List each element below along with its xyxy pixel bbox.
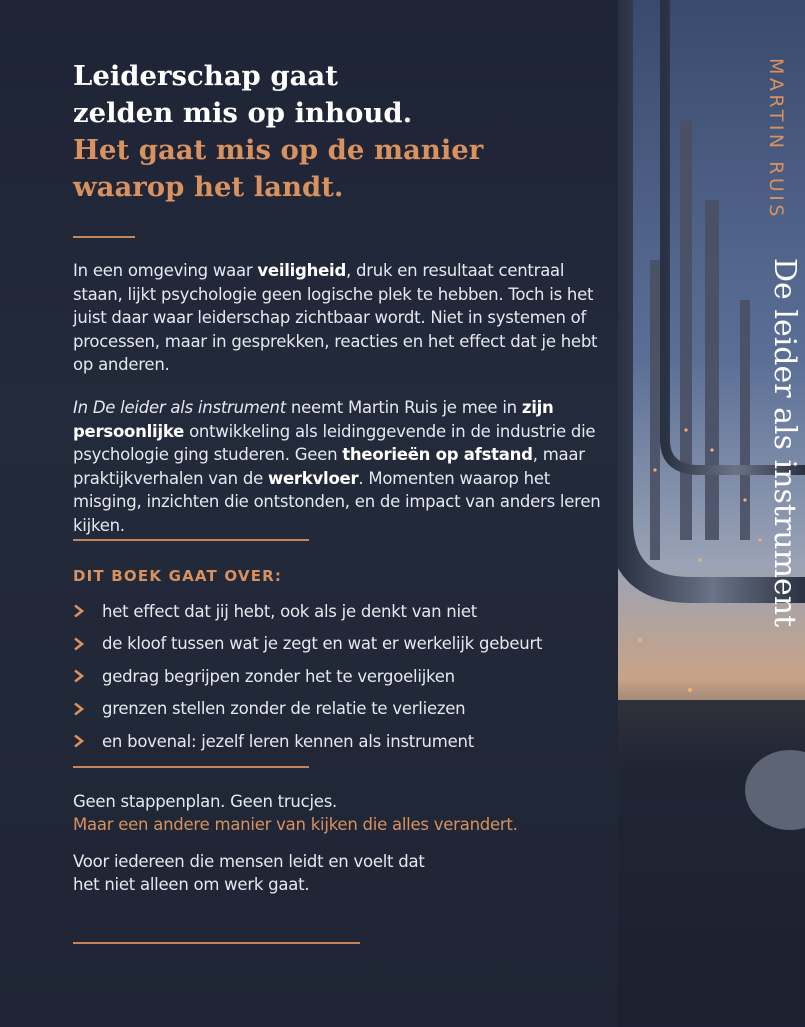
text-run: neemt Martin Ruis je mee in	[285, 398, 522, 417]
headline	[73, 58, 618, 206]
closing-block	[73, 790, 613, 896]
text-run: , druk en resultaat centraal staan, lijkt psychologie geen logische plek te hebben. Toch is het juist daar waar leiderschap zichtbaar wordt. Niet in systemen of processen, maar in gesprekken, reacties en het effect dat je hebt op anderen.	[73, 261, 598, 374]
headline-accent-line-2: waarop het landt.	[73, 171, 344, 203]
spine-author: MARTIN RUIS	[765, 58, 787, 220]
headline-line-1: Leiderschap gaat	[73, 60, 338, 92]
topic-text: gedrag begrijpen zonder het te vergoelijken	[102, 666, 455, 686]
list-item	[73, 628, 593, 661]
intro-paragraph-2	[73, 396, 613, 537]
closing-line-1: Geen stappenplan. Geen trucjes.	[73, 792, 338, 811]
topic-text: grenzen stellen zonder de relatie te verliezen	[102, 699, 466, 719]
list-item	[73, 595, 593, 628]
emphasis-bold: werkvloer	[267, 468, 359, 488]
text-run: , maar praktijkverhalen van de	[73, 445, 585, 488]
emphasis-italic: In De leider als instrument	[73, 398, 286, 417]
bottom-divider	[73, 942, 360, 944]
headline-accent-line-1: Het gaat mis op de manier	[73, 134, 484, 166]
list-item	[73, 725, 593, 758]
section-divider	[73, 766, 309, 768]
topic-text: de kloof tussen wat je zegt en wat er werkelijk gebeurt	[102, 634, 543, 654]
chevron-right-icon	[73, 604, 102, 618]
closing-accent-line: Maar een andere manier van kijken die alles verandert.	[73, 815, 518, 834]
section-divider	[73, 539, 309, 541]
chevron-right-icon	[73, 669, 102, 683]
headline-block	[73, 58, 618, 206]
emphasis-bold: zijn persoonlijke	[73, 398, 554, 441]
topics-title: DIT BOEK GAAT OVER:	[73, 567, 283, 585]
chevron-right-icon	[73, 734, 102, 748]
list-item	[73, 693, 593, 726]
closing-line-3: Voor iedereen die mensen leidt en voelt dat	[73, 852, 425, 871]
topic-text: het effect dat jij hebt, ook als je denkt van niet	[102, 601, 477, 621]
headline-line-2: zelden mis op inhoud.	[73, 97, 413, 129]
list-item	[73, 660, 593, 693]
text-run: . Momenten waarop het misging, inzichten die ontstonden, en de impact van anders leren kijken.	[73, 468, 601, 535]
emphasis-bold: theorieën op afstand	[342, 445, 533, 464]
topics-list	[73, 595, 593, 758]
spine-title: De leider als instrument	[767, 258, 802, 628]
chevron-right-icon	[73, 702, 102, 716]
intro-paragraph-1	[73, 259, 613, 377]
emphasis-bold: veiligheid	[257, 261, 347, 280]
closing-line-4: het niet alleen om werk gaat.	[73, 875, 310, 894]
short-divider	[73, 236, 135, 238]
text-run: In een omgeving waar	[73, 261, 258, 280]
text-run: ontwikkeling als leidinggevende in de industrie die psychologie ging studeren. Geen	[73, 421, 596, 464]
topic-text: en bovenal: jezelf leren kennen als instrument	[102, 731, 474, 751]
chevron-right-icon	[73, 637, 102, 651]
